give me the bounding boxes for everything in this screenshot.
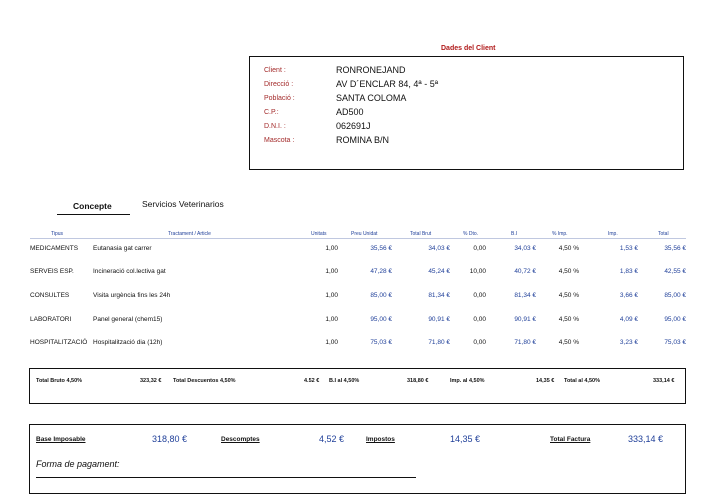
cell-imp: 3,66 € [619, 292, 638, 299]
cell-tractament: Visita urgència fins les 24h [93, 292, 171, 299]
client-label: Client : [264, 67, 286, 74]
client-info-box [249, 56, 684, 170]
table-row[interactable] [0, 268, 720, 282]
cell-unitats: 1,00 [325, 292, 338, 299]
cell-preu: 95,00 € [370, 316, 392, 323]
city-value: SANTA COLOMA [336, 93, 407, 103]
cell-pimp: 4,50 % [558, 292, 579, 299]
address-label: Direcció : [264, 81, 294, 88]
col-header-tipus: Tipus [51, 231, 64, 237]
cell-tipus: HOSPITALITZACIÓ [30, 339, 88, 346]
total-bruto-label: Total Bruto 4,50% [36, 378, 83, 384]
cell-imp: 3,23 € [619, 339, 638, 346]
col-header-dto: % Dto. [463, 231, 479, 237]
cell-preu: 47,28 € [370, 268, 392, 275]
forma-pagament-label: Forma de pagament: [36, 459, 120, 469]
cell-total-brut: 45,24 € [428, 268, 450, 275]
cell-tipus: LABORATORI [30, 316, 72, 323]
col-header-imp: Imp. [608, 231, 618, 237]
cell-bi: 90,91 € [514, 316, 536, 323]
cell-pimp: 4,50 % [558, 268, 579, 275]
col-header-bi: B.I [511, 231, 518, 237]
cell-bi: 34,03 € [514, 245, 536, 252]
descomptes-value: 4,52 € [319, 434, 345, 444]
totals-summary-box [29, 368, 686, 404]
cell-dto: 0,00 [473, 292, 486, 299]
cell-bi: 81,34 € [514, 292, 536, 299]
cell-total-brut: 81,34 € [428, 292, 450, 299]
table-header-divider [30, 238, 686, 239]
client-row-pet [264, 135, 664, 149]
col-header-total-brut: Total Brut [410, 231, 432, 237]
table-row[interactable] [0, 245, 720, 259]
client-row-city [264, 93, 664, 107]
tab-active-underline [57, 214, 130, 215]
client-value: RONRONEJAND [336, 65, 406, 75]
cell-pimp: 4,50 % [558, 339, 579, 346]
cell-total-brut: 71,80 € [428, 339, 450, 346]
imp-total-value: 14,35 € [536, 378, 555, 384]
cell-pimp: 4,50 % [558, 316, 579, 323]
tab-concept[interactable]: Concepte [73, 201, 112, 211]
forma-pagament-line [36, 477, 416, 478]
client-row-dni [264, 121, 664, 135]
cell-tractament: Hospitalització dia (12h) [93, 339, 163, 346]
cell-tipus: SERVEIS ESP. [30, 268, 74, 275]
dni-value: 062691J [336, 121, 371, 131]
table-row[interactable] [0, 316, 720, 330]
total-al-label: Total al 4,50% [564, 378, 600, 384]
postcode-value: AD500 [336, 107, 364, 117]
cell-imp: 1,53 € [619, 245, 638, 252]
cell-dto: 10,00 [469, 268, 486, 275]
cell-dto: 0,00 [473, 339, 486, 346]
bi-total-value: 318,80 € [407, 378, 429, 384]
imp-total-label: Imp. al 4,50% [450, 378, 485, 384]
col-header-total: Total [658, 231, 669, 237]
cell-imp: 4,09 € [619, 316, 638, 323]
cell-tipus: CONSULTES [30, 292, 70, 299]
table-row[interactable] [0, 292, 720, 306]
client-row-postcode [264, 107, 664, 121]
table-row[interactable] [0, 339, 720, 353]
descomptes-label: Descomptes [221, 436, 260, 443]
address-value: AV D´ENCLAR 84, 4ª - 5ª [336, 79, 439, 89]
col-header-preu: Preu Unidat [351, 231, 378, 237]
cell-total: 95,00 € [664, 316, 686, 323]
base-imposable-label: Base Imposable [36, 436, 86, 443]
cell-bi: 40,72 € [514, 268, 536, 275]
cell-tipus: MEDICAMENTS [30, 245, 79, 252]
cell-unitats: 1,00 [325, 268, 338, 275]
cell-dto: 0,00 [473, 316, 486, 323]
total-descuentos-value: 4.52 € [304, 378, 320, 384]
client-row-name [264, 65, 664, 79]
tab-services[interactable]: Servicios Veterinarios [142, 199, 224, 209]
dni-label: D.N.I. : [264, 123, 286, 130]
client-row-address [264, 79, 664, 93]
cell-imp: 1,83 € [619, 268, 638, 275]
cell-unitats: 1,00 [325, 316, 338, 323]
col-header-unitats: Unitats [311, 231, 327, 237]
cell-preu: 35,56 € [370, 245, 392, 252]
bi-total-label: B.I al 4,50% [329, 378, 360, 384]
impostos-label: Impostos [366, 436, 395, 443]
col-header-pimp: % Imp. [552, 231, 568, 237]
col-header-tractament: Tractament / Article [168, 231, 211, 237]
cell-dto: 0,00 [473, 245, 486, 252]
cell-total: 42,55 € [664, 268, 686, 275]
cell-total-brut: 34,03 € [428, 245, 450, 252]
cell-pimp: 4,50 % [558, 245, 579, 252]
total-descuentos-label: Total Descuentos 4,50% [173, 378, 236, 384]
total-al-value: 333,14 € [653, 378, 675, 384]
cell-tractament: Incineració col.lectiva gat [93, 268, 166, 275]
cell-bi: 71,80 € [514, 339, 536, 346]
postcode-label: C.P.: [264, 109, 279, 116]
pet-label: Mascota : [264, 137, 295, 144]
total-factura-label: Total Factura [550, 436, 591, 443]
cell-unitats: 1,00 [325, 245, 338, 252]
cell-total-brut: 90,91 € [428, 316, 450, 323]
cell-total: 85,00 € [664, 292, 686, 299]
cell-preu: 75,03 € [370, 339, 392, 346]
cell-unitats: 1,00 [325, 339, 338, 346]
cell-tractament: Eutanasia gat carrer [93, 245, 152, 252]
pet-value: ROMINA B/N [336, 135, 390, 145]
impostos-value: 14,35 € [450, 434, 481, 444]
cell-total: 75,03 € [664, 339, 686, 346]
base-imposable-value: 318,80 € [152, 434, 188, 444]
total-factura-value: 333,14 € [628, 434, 664, 444]
client-section-title: Dades del Client [441, 45, 496, 52]
invoice-footer-box [29, 424, 686, 494]
cell-total: 35,56 € [664, 245, 686, 252]
city-label: Població : [264, 95, 295, 102]
cell-tractament: Panel general (chem15) [93, 316, 163, 323]
cell-preu: 85,00 € [370, 292, 392, 299]
total-bruto-value: 323,32 € [140, 378, 162, 384]
